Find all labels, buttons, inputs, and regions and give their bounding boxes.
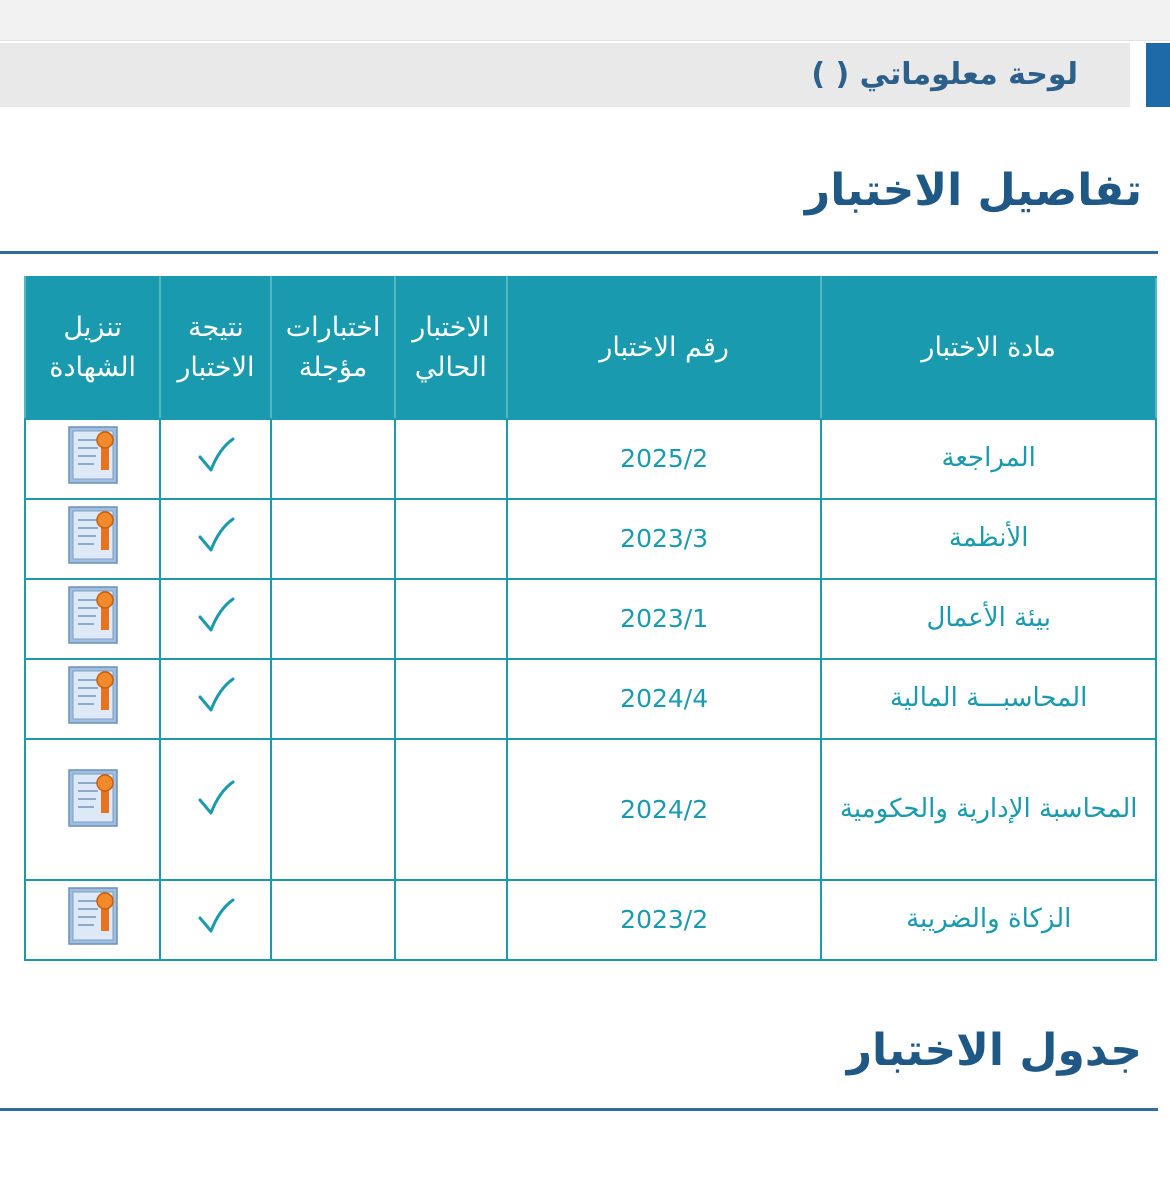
cell-test-result (160, 880, 271, 960)
certificate-icon[interactable] (68, 769, 118, 850)
checkmark-icon (197, 435, 235, 483)
certificate-icon[interactable] (68, 506, 118, 572)
header-current-test: الاختبار الحالي (395, 277, 507, 419)
cell-subject: الزكاة والضريبة (821, 880, 1156, 960)
cell-subject: المحاسبـــة المالية (821, 659, 1156, 739)
test-schedule-title: جدول الاختبار (846, 1025, 1142, 1076)
cell-test-result (160, 739, 271, 880)
cell-current-test (395, 419, 507, 499)
cell-test-result (160, 419, 271, 499)
cell-postponed-tests (271, 739, 394, 880)
cell-test-number: 2025/2 (507, 419, 822, 499)
checkmark-icon (197, 675, 235, 723)
cell-current-test (395, 579, 507, 659)
dashboard-bar-accent (1146, 43, 1170, 107)
cell-postponed-tests (271, 499, 394, 579)
header-postponed-tests: اختبارات مؤجلة (271, 277, 394, 419)
cell-download-certificate[interactable] (25, 659, 160, 739)
checkmark-icon (197, 595, 235, 643)
cell-subject: الأنظمة (821, 499, 1156, 579)
cell-subject: المراجعة (821, 419, 1156, 499)
cell-download-certificate[interactable] (25, 579, 160, 659)
section-divider (0, 251, 1158, 254)
cell-current-test (395, 880, 507, 960)
cell-test-number: 2024/4 (507, 659, 822, 739)
test-details-title: تفاصيل الاختبار (804, 165, 1142, 216)
cell-download-certificate[interactable] (25, 499, 160, 579)
top-bar (0, 0, 1170, 41)
certificate-icon[interactable] (68, 586, 118, 652)
checkmark-icon (197, 896, 235, 944)
section-divider (0, 1108, 1158, 1111)
cell-postponed-tests (271, 419, 394, 499)
cell-subject: المحاسبة الإدارية والحكومية (821, 739, 1156, 880)
cell-download-certificate[interactable] (25, 739, 160, 880)
cell-test-number: 2023/3 (507, 499, 822, 579)
header-download-certificate: تنزيل الشهادة (25, 277, 160, 419)
checkmark-icon (197, 778, 235, 841)
dashboard-title[interactable]: لوحة معلوماتي ( ) (811, 57, 1078, 92)
header-test-number: رقم الاختبار (507, 277, 822, 419)
certificate-icon[interactable] (68, 426, 118, 492)
cell-current-test (395, 659, 507, 739)
test-details-table (24, 276, 1157, 961)
cell-test-number: 2024/2 (507, 739, 822, 880)
table-row (25, 579, 1156, 659)
dashboard-bar[interactable] (0, 43, 1130, 107)
cell-test-result (160, 499, 271, 579)
certificate-icon[interactable] (68, 666, 118, 732)
checkmark-icon (197, 515, 235, 563)
table-row (25, 880, 1156, 960)
cell-subject: بيئة الأعمال (821, 579, 1156, 659)
cell-postponed-tests (271, 880, 394, 960)
cell-postponed-tests (271, 659, 394, 739)
cell-test-result (160, 579, 271, 659)
cell-test-number: 2023/2 (507, 880, 822, 960)
header-test-result: نتيجة الاختبار (160, 277, 271, 419)
header-subject: مادة الاختبار (821, 277, 1156, 419)
cell-current-test (395, 499, 507, 579)
cell-test-number: 2023/1 (507, 579, 822, 659)
cell-current-test (395, 739, 507, 880)
table-header-row (25, 277, 1156, 419)
table-row (25, 499, 1156, 579)
certificate-icon[interactable] (68, 887, 118, 953)
cell-download-certificate[interactable] (25, 419, 160, 499)
table-row (25, 419, 1156, 499)
cell-download-certificate[interactable] (25, 880, 160, 960)
cell-test-result (160, 659, 271, 739)
table-row (25, 659, 1156, 739)
cell-postponed-tests (271, 579, 394, 659)
table-row (25, 739, 1156, 880)
